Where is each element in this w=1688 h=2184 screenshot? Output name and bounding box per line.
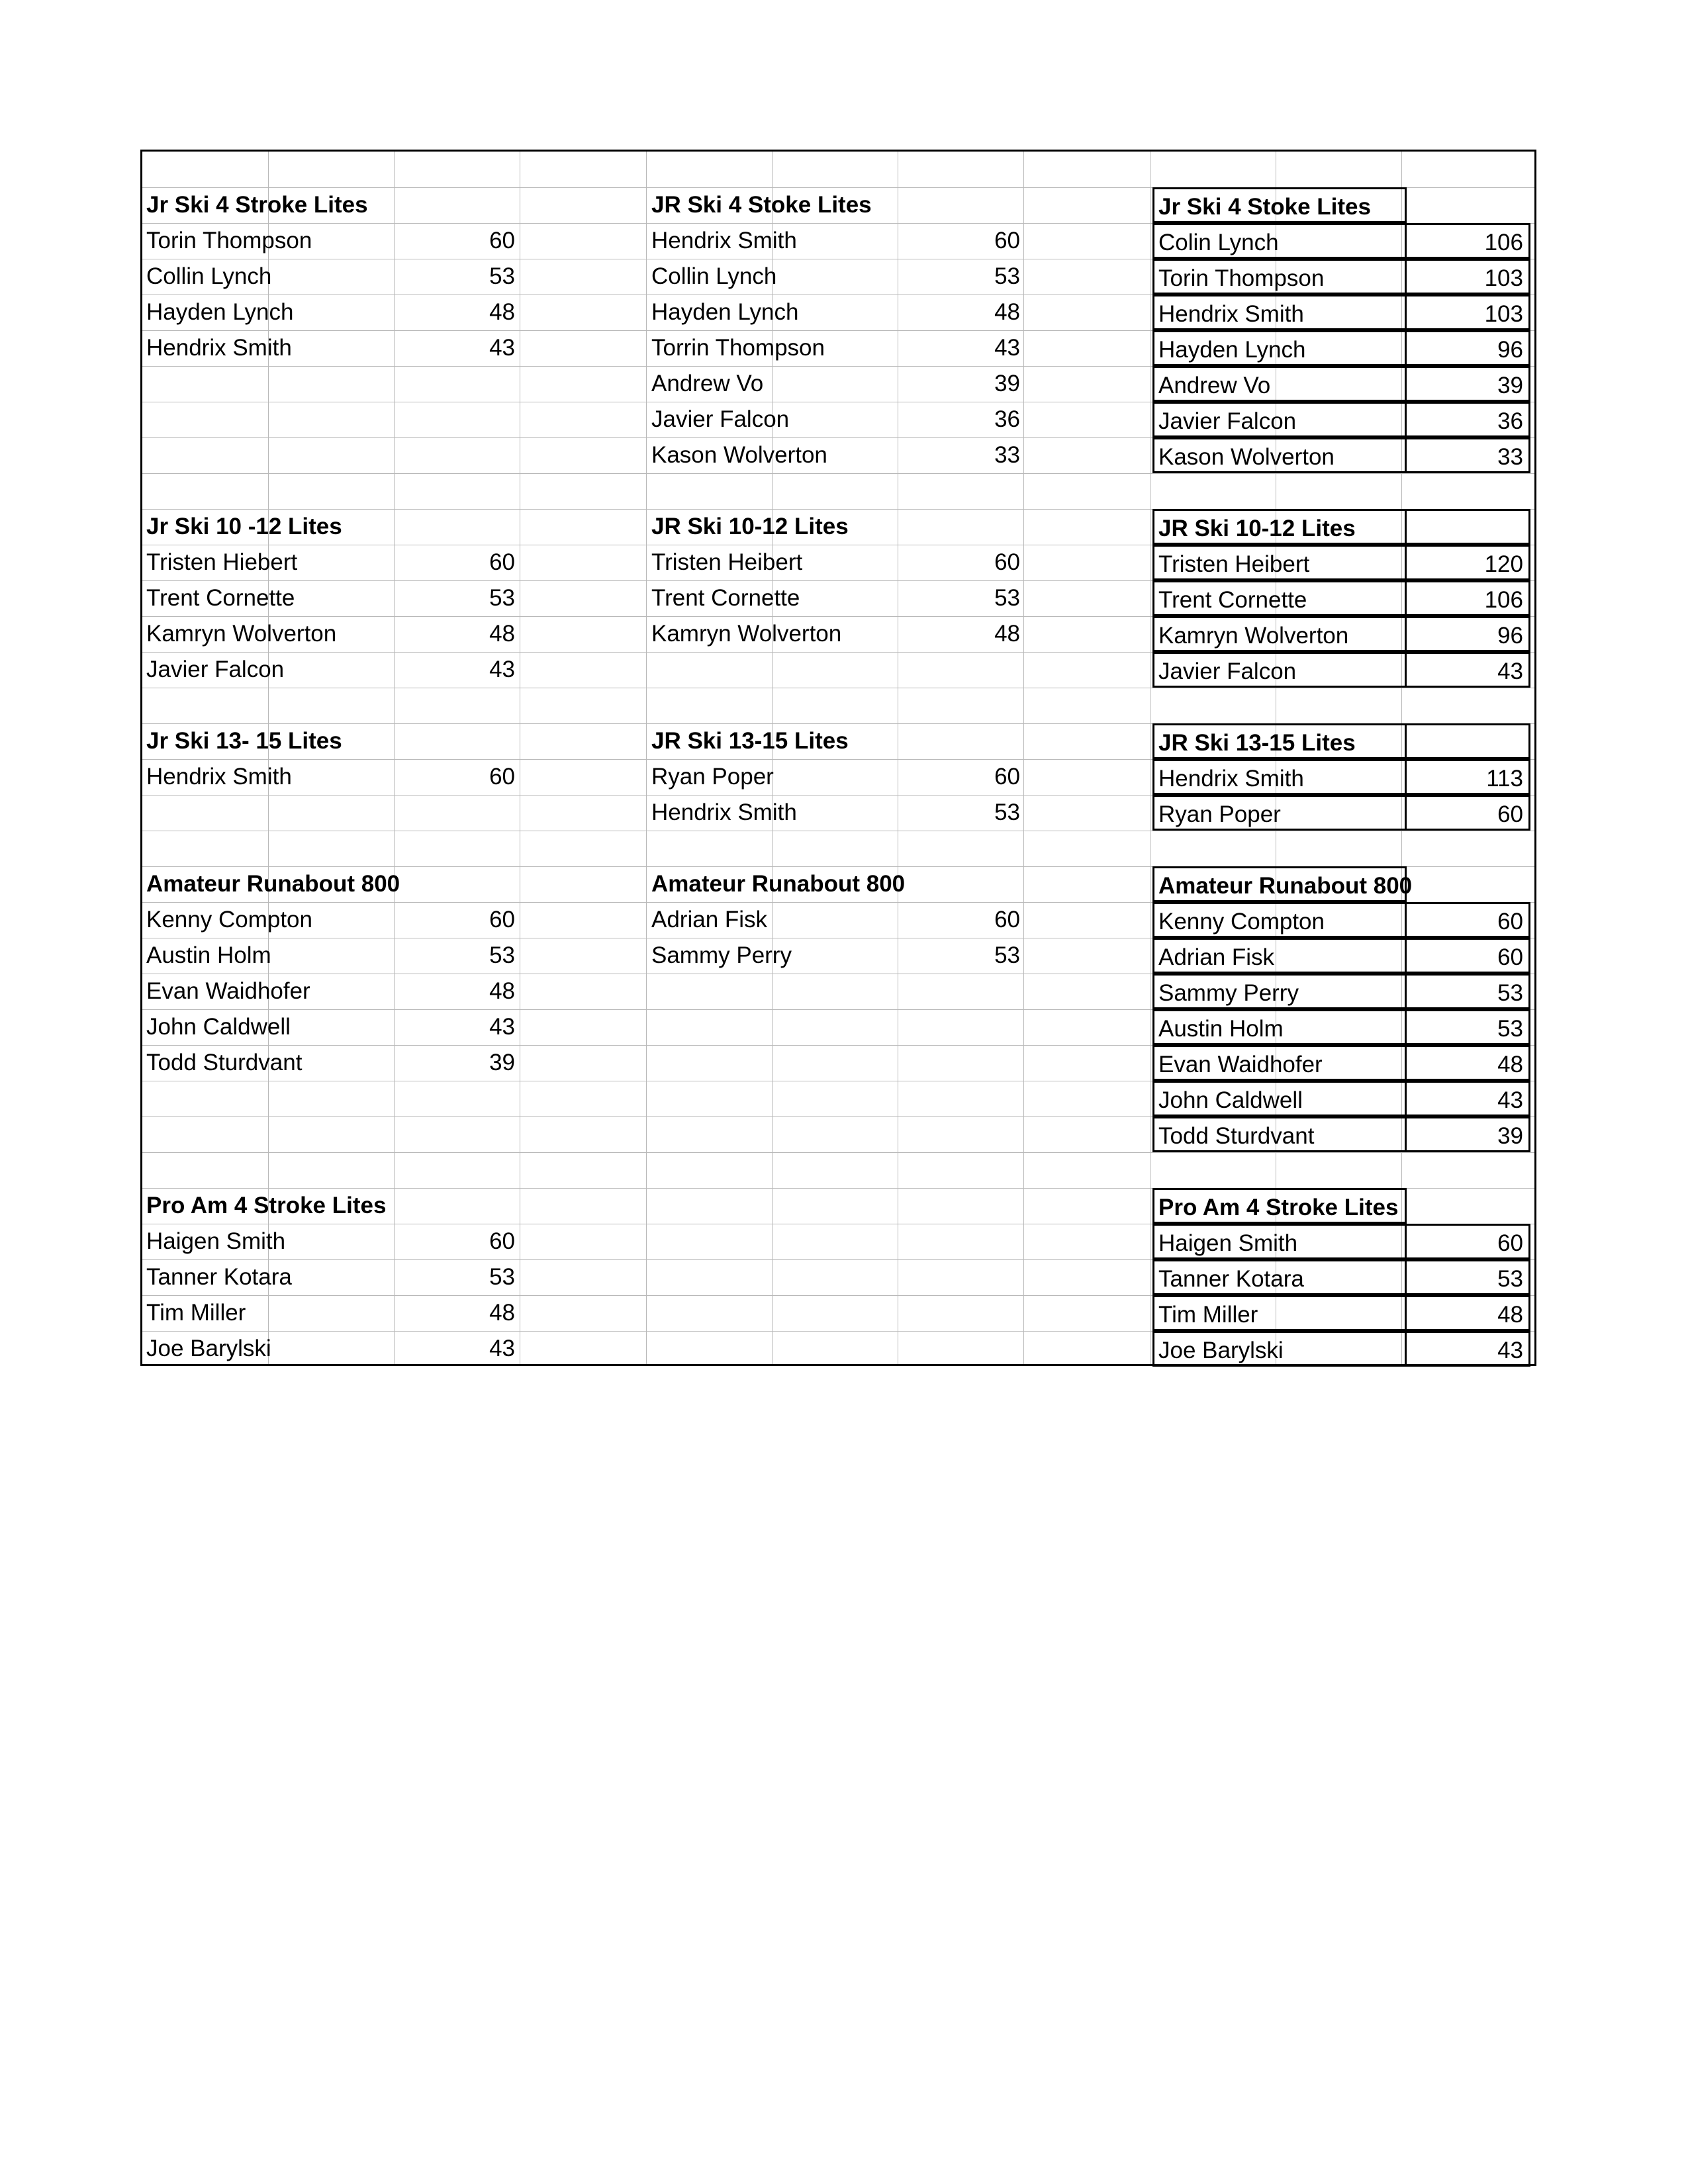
racer-name: Hendrix Smith [146, 335, 292, 361]
racer-name: Ryan Poper [1152, 795, 1407, 831]
racer-points: 53 [489, 942, 515, 968]
racer-points: 43 [489, 1336, 515, 1361]
racer-name: Andrew Vo [651, 371, 764, 396]
racer-points: 60 [1405, 938, 1530, 974]
racer-name: Hayden Lynch [146, 299, 294, 325]
racer-points: 60 [994, 907, 1020, 933]
racer-points: 60 [1405, 1224, 1530, 1259]
racer-name: Sammy Perry [651, 942, 792, 968]
racer-points: 96 [1405, 330, 1530, 366]
racer-name: Haigen Smith [146, 1228, 286, 1254]
racer-name: Kason Wolverton [651, 442, 827, 468]
racer-name: Torin Thompson [146, 228, 312, 253]
racer-points: 39 [1405, 1116, 1530, 1152]
racer-points: 53 [489, 1264, 515, 1290]
racer-points: 60 [489, 764, 515, 790]
racer-points: 53 [489, 263, 515, 289]
racer-points: 103 [1405, 259, 1530, 295]
racer-name: Javier Falcon [1152, 652, 1407, 688]
racer-name: Collin Lynch [146, 263, 272, 289]
racer-name: Todd Sturdvant [146, 1050, 303, 1075]
section-title: JR Ski 4 Stoke Lites [651, 192, 872, 218]
racer-points: 60 [1405, 902, 1530, 938]
racer-name: Hendrix Smith [1152, 759, 1407, 795]
racer-points: 113 [1405, 759, 1530, 795]
racer-name: Joe Barylski [1152, 1331, 1407, 1367]
racer-points: 48 [994, 621, 1020, 647]
racer-points: 43 [489, 657, 515, 682]
racer-points: 60 [994, 228, 1020, 253]
racer-points: 53 [994, 585, 1020, 611]
racer-points: 39 [489, 1050, 515, 1075]
section-title: Pro Am 4 Stroke Lites [1152, 1188, 1407, 1224]
racer-points: 60 [489, 549, 515, 575]
racer-name: Colin Lynch [1152, 223, 1407, 259]
racer-points: 43 [489, 335, 515, 361]
racer-name: Javier Falcon [1152, 402, 1407, 437]
racer-name: Hendrix Smith [146, 764, 292, 790]
racer-points: 48 [489, 299, 515, 325]
racer-name: Torin Thompson [1152, 259, 1407, 295]
section-title: JR Ski 13-15 Lites [651, 728, 849, 754]
section-title: Jr Ski 4 Stroke Lites [146, 192, 368, 218]
section-title: JR Ski 10-12 Lites [1152, 509, 1407, 545]
racer-name: John Caldwell [146, 1014, 291, 1040]
racer-name: Torrin Thompson [651, 335, 825, 361]
section-title: Amateur Runabout 800 [146, 871, 400, 897]
section-title: Jr Ski 4 Stoke Lites [1152, 187, 1407, 223]
racer-name: Kenny Compton [146, 907, 312, 933]
racer-points: 60 [994, 549, 1020, 575]
racer-name: Kamryn Wolverton [146, 621, 337, 647]
racer-points: 48 [489, 1300, 515, 1326]
racer-name: Tim Miller [146, 1300, 246, 1326]
racer-name: Javier Falcon [146, 657, 285, 682]
racer-name: Trent Cornette [146, 585, 295, 611]
empty-score-cell [1405, 509, 1530, 545]
racer-points: 43 [1405, 1331, 1530, 1367]
racer-points: 53 [994, 799, 1020, 825]
racer-points: 53 [994, 942, 1020, 968]
racer-points: 60 [489, 907, 515, 933]
racer-points: 33 [1405, 437, 1530, 473]
racer-name: Hendrix Smith [1152, 295, 1407, 330]
racer-points: 106 [1405, 580, 1530, 616]
racer-points: 43 [1405, 1081, 1530, 1116]
racer-name: Kason Wolverton [1152, 437, 1407, 473]
racer-points: 48 [994, 299, 1020, 325]
racer-points: 39 [994, 371, 1020, 396]
racer-name: Hayden Lynch [1152, 330, 1407, 366]
racer-name: Tristen Hiebert [146, 549, 298, 575]
racer-points: 43 [1405, 652, 1530, 688]
section-title: Amateur Runabout 800 [1152, 866, 1407, 902]
racer-points: 53 [1405, 1009, 1530, 1045]
racer-name: Austin Holm [146, 942, 271, 968]
racer-points: 60 [994, 764, 1020, 790]
racer-name: Evan Waidhofer [146, 978, 310, 1004]
racer-points: 36 [1405, 402, 1530, 437]
racer-name: Adrian Fisk [651, 907, 768, 933]
racer-points: 60 [489, 228, 515, 253]
racer-points: 96 [1405, 616, 1530, 652]
racer-name: Evan Waidhofer [1152, 1045, 1407, 1081]
racer-points: 120 [1405, 545, 1530, 580]
empty-score-cell [1405, 723, 1530, 759]
section-title: JR Ski 10-12 Lites [651, 514, 849, 539]
racer-points: 43 [994, 335, 1020, 361]
racer-points: 36 [994, 406, 1020, 432]
racer-points: 48 [489, 621, 515, 647]
racer-name: Ryan Poper [651, 764, 774, 790]
racer-name: Adrian Fisk [1152, 938, 1407, 974]
racer-points: 48 [1405, 1295, 1530, 1331]
racer-name: Tristen Heibert [1152, 545, 1407, 580]
racer-points: 48 [1405, 1045, 1530, 1081]
racer-points: 53 [994, 263, 1020, 289]
racer-name: Hendrix Smith [651, 228, 797, 253]
racer-name: Kamryn Wolverton [1152, 616, 1407, 652]
racer-points: 106 [1405, 223, 1530, 259]
racer-points: 48 [489, 978, 515, 1004]
racer-name: Tanner Kotara [1152, 1259, 1407, 1295]
racer-name: Collin Lynch [651, 263, 777, 289]
racer-points: 103 [1405, 295, 1530, 330]
racer-name: Trent Cornette [651, 585, 800, 611]
section-title: JR Ski 13-15 Lites [1152, 723, 1407, 759]
section-title: Pro Am 4 Stroke Lites [146, 1193, 387, 1218]
grid-hline [142, 473, 1534, 474]
section-title: Jr Ski 13- 15 Lites [146, 728, 342, 754]
racer-points: 33 [994, 442, 1020, 468]
racer-points: 53 [489, 585, 515, 611]
grid-vline [646, 152, 647, 1364]
racer-name: Haigen Smith [1152, 1224, 1407, 1259]
racer-name: Tanner Kotara [146, 1264, 292, 1290]
racer-points: 53 [1405, 1259, 1530, 1295]
racer-name: Kamryn Wolverton [651, 621, 842, 647]
racer-name: Todd Sturdvant [1152, 1116, 1407, 1152]
racer-name: Andrew Vo [1152, 366, 1407, 402]
racer-name: Hendrix Smith [651, 799, 797, 825]
racer-name: Trent Cornette [1152, 580, 1407, 616]
racer-name: Sammy Perry [1152, 974, 1407, 1009]
racer-name: Javier Falcon [651, 406, 790, 432]
racer-name: Austin Holm [1152, 1009, 1407, 1045]
racer-name: Tristen Heibert [651, 549, 803, 575]
standings-sheet [140, 150, 1536, 1366]
racer-name: John Caldwell [1152, 1081, 1407, 1116]
racer-name: Tim Miller [1152, 1295, 1407, 1331]
racer-points: 60 [1405, 795, 1530, 831]
racer-points: 60 [489, 1228, 515, 1254]
section-title: Amateur Runabout 800 [651, 871, 906, 897]
racer-name: Joe Barylski [146, 1336, 271, 1361]
racer-name: Hayden Lynch [651, 299, 799, 325]
racer-points: 53 [1405, 974, 1530, 1009]
grid-hline [142, 1152, 1534, 1153]
racer-name: Kenny Compton [1152, 902, 1407, 938]
racer-points: 43 [489, 1014, 515, 1040]
section-title: Jr Ski 10 -12 Lites [146, 514, 342, 539]
racer-points: 39 [1405, 366, 1530, 402]
